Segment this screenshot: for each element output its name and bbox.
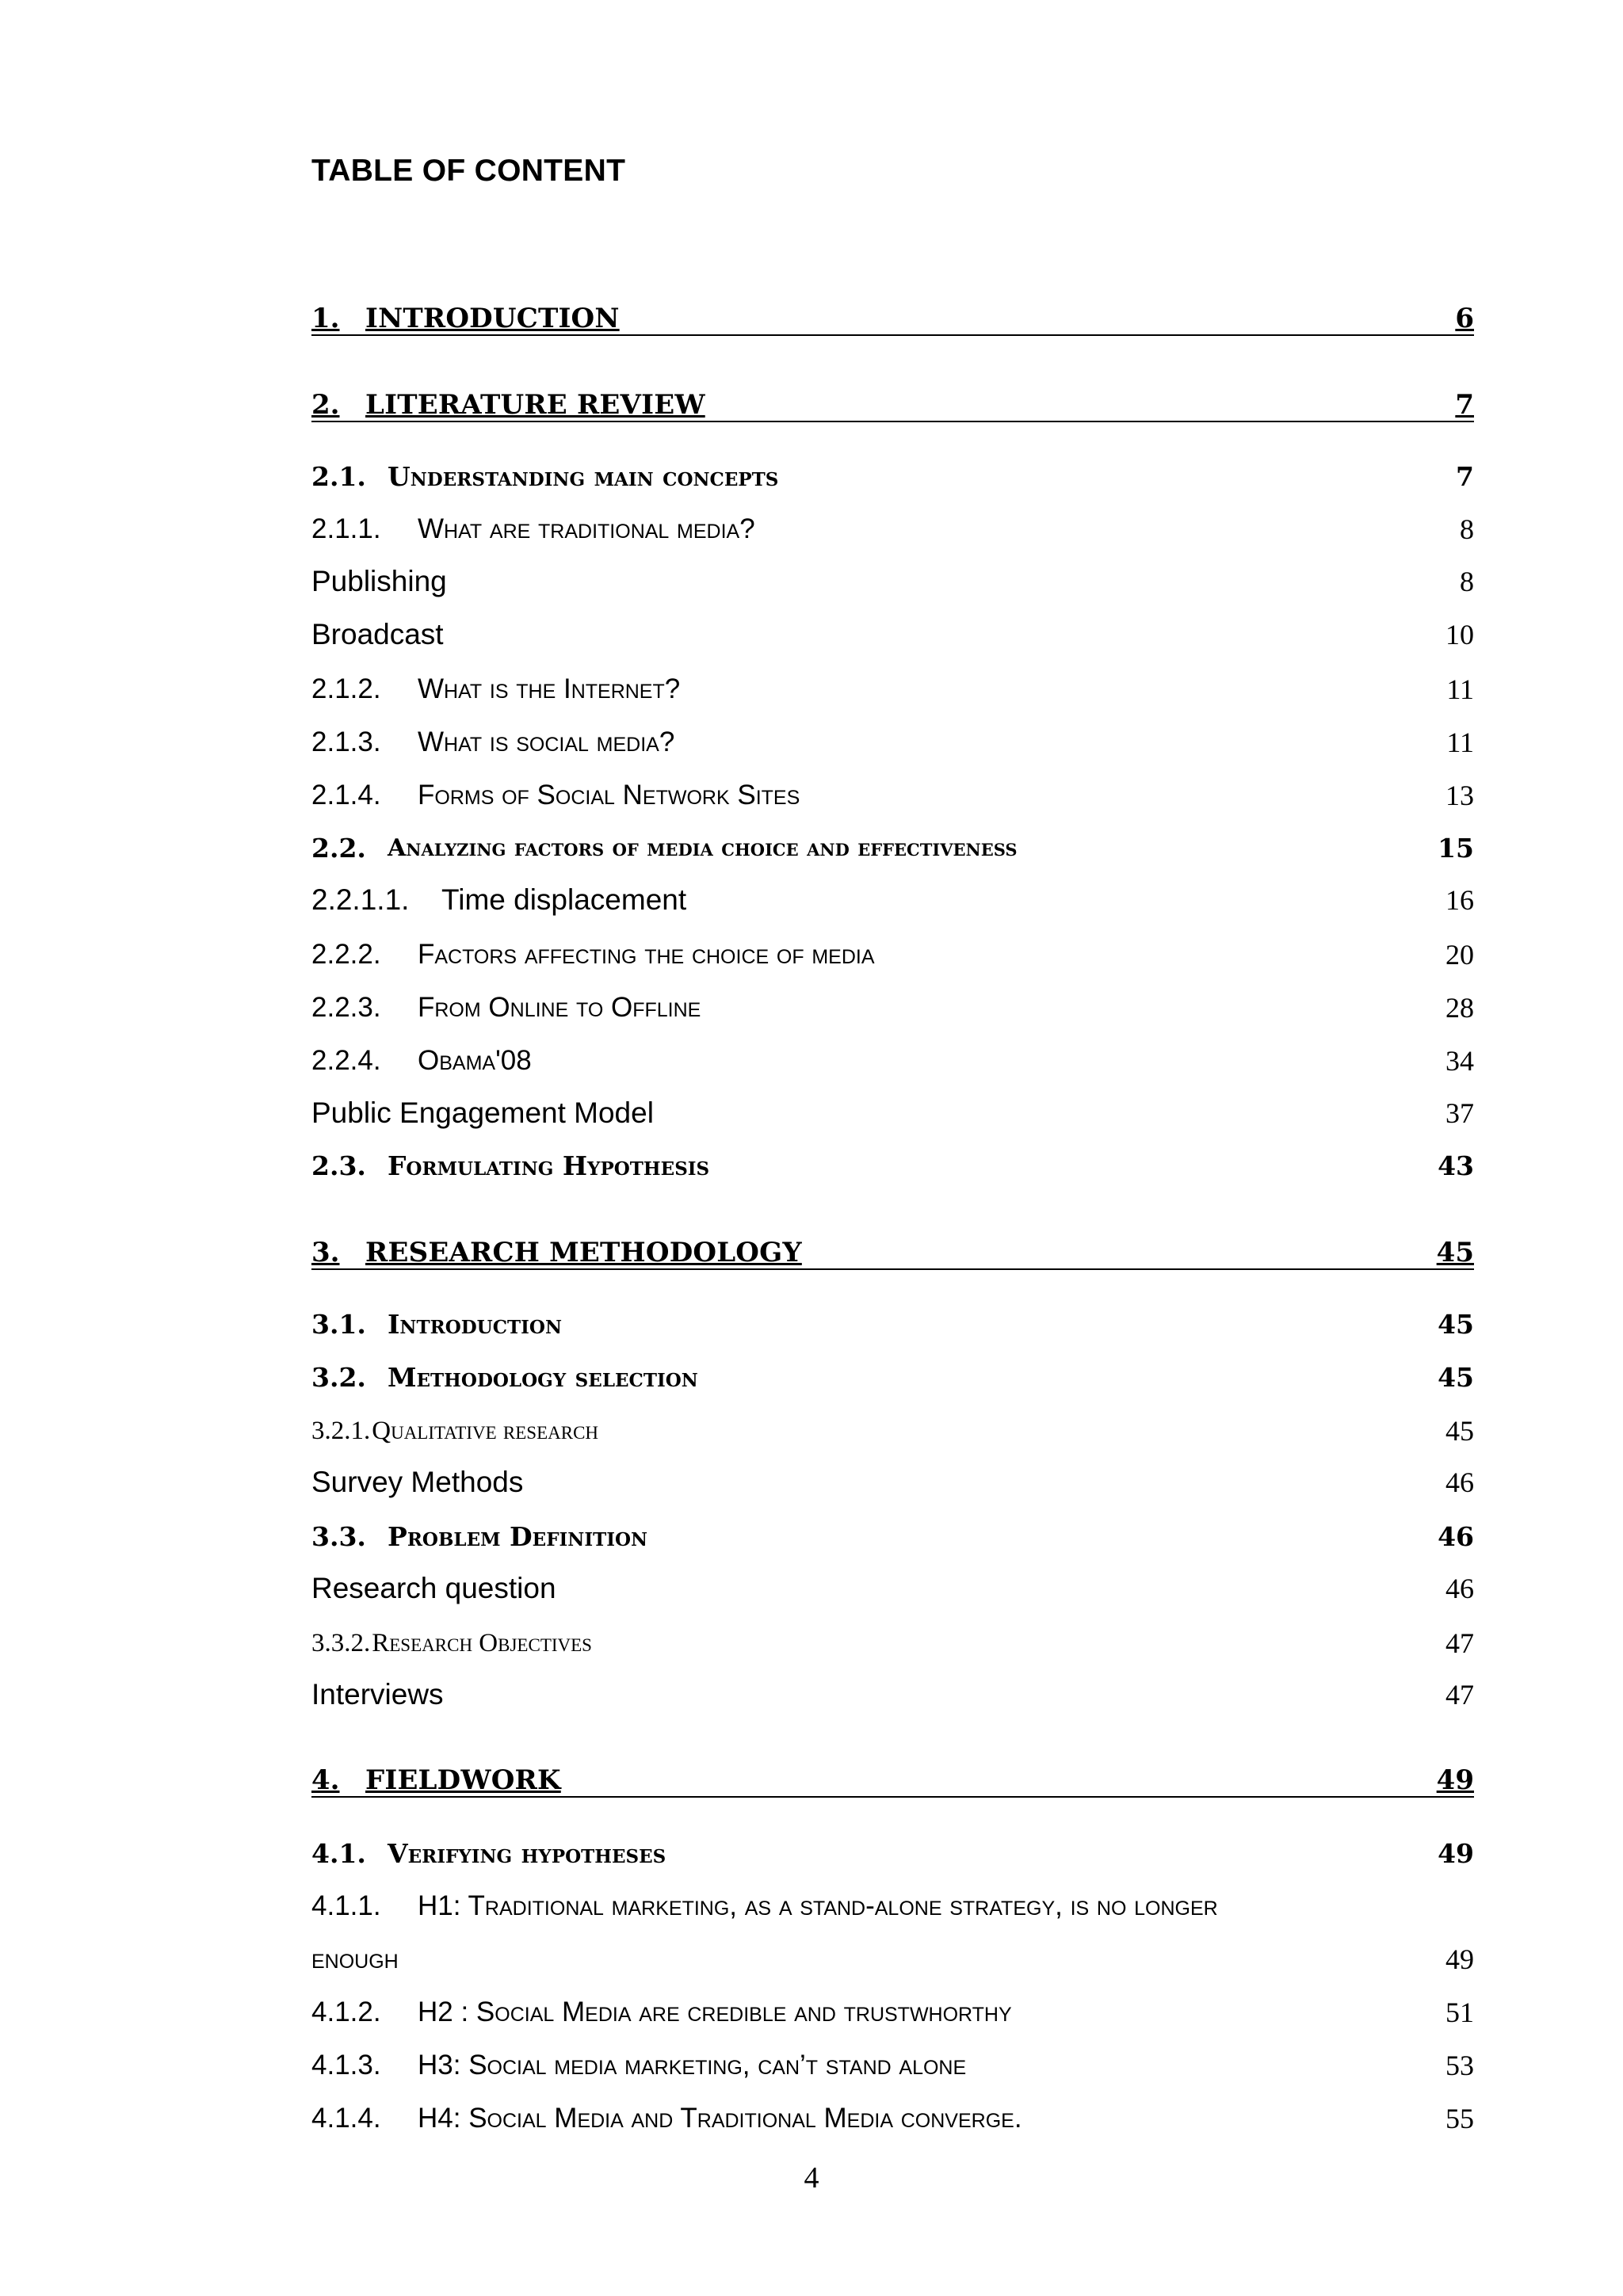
entry-title: FIELDWORK <box>365 1764 561 1796</box>
toc-entry-3-3-2[interactable] <box>311 1624 1474 1659</box>
toc-entry-2-1-3[interactable] <box>311 723 1474 758</box>
entry-title: H1: Traditional marketing, as a stand-alone strategy, is no longer <box>418 1890 1218 1921</box>
entry-number: 3.2.1. <box>311 1417 371 1445</box>
toc-entry-interviews[interactable] <box>311 1675 1474 1711</box>
entry-title: Interviews <box>311 1678 444 1711</box>
entry-page: 46 <box>1445 1573 1474 1604</box>
entry-number: 2.2.4. <box>311 1045 381 1076</box>
entry-title: Problem Definition <box>388 1521 648 1552</box>
toc-entry-2-1-1[interactable] <box>311 510 1474 545</box>
entry-title: enough <box>311 1943 399 1974</box>
entry-page: 7 <box>1456 461 1474 492</box>
entry-number: 2.2.1.1. <box>311 883 410 916</box>
table-of-contents <box>311 0 1474 2296</box>
toc-entry-3-2-1[interactable] <box>311 1412 1474 1447</box>
entry-title: Time displacement <box>441 883 687 916</box>
entry-title: What is social media? <box>418 727 675 757</box>
entry-title: H2 : Social Media are credible and trustwhorthy <box>418 1997 1012 2027</box>
entry-page: 28 <box>1445 992 1474 1024</box>
toc-entry-3-3[interactable] <box>311 1518 1474 1553</box>
entry-number: 3. <box>311 1237 340 1268</box>
entry-number: 2. <box>311 389 340 421</box>
entry-title: Verifying hypotheses <box>388 1838 666 1869</box>
toc-entry-4-1-1-continued[interactable] <box>311 1940 1474 1975</box>
toc-entry-2-1-4[interactable] <box>311 776 1474 811</box>
entry-title: Research question <box>311 1572 556 1604</box>
entry-title: From Online to Offline <box>418 992 701 1023</box>
toc-entry-4-1-4[interactable] <box>311 2100 1474 2134</box>
entry-title: Introduction <box>388 1309 562 1340</box>
entry-number: 2.2.2. <box>311 939 381 970</box>
toc-entry-publishing[interactable] <box>311 562 1474 598</box>
entry-page: 47 <box>1445 1679 1474 1711</box>
entry-page: 11 <box>1446 727 1474 758</box>
entry-title: Obama'08 <box>418 1045 532 1076</box>
entry-number: 2.1.1. <box>311 513 381 544</box>
entry-title: Analyzing factors of media choice and effectiveness <box>388 834 1018 862</box>
toc-entry-chapter-4[interactable] <box>311 1761 1474 1798</box>
entry-title: H4: Social Media and Traditional Media converge. <box>418 2103 1022 2134</box>
entry-page: 49 <box>1438 1838 1474 1869</box>
toc-entry-4-1-2[interactable] <box>311 1993 1474 2028</box>
entry-number: 4.1. <box>311 1838 366 1869</box>
toc-entry-4-1-3[interactable] <box>311 2046 1474 2081</box>
toc-entry-2-2-4[interactable] <box>311 1042 1474 1077</box>
entry-title: Qualitative research <box>372 1417 599 1445</box>
entry-number: 2.2. <box>311 833 366 864</box>
entry-title: Research Objectives <box>372 1629 592 1657</box>
entry-number: 2.1. <box>311 461 366 492</box>
entry-number: 2.1.2. <box>311 673 381 704</box>
entry-page: 51 <box>1445 1997 1474 2028</box>
entry-title: LITERATURE REVIEW <box>365 389 705 421</box>
entry-page: 37 <box>1445 1097 1474 1129</box>
entry-number: 3.3.2. <box>311 1629 371 1657</box>
entry-title: Forms of Social Network Sites <box>418 780 800 810</box>
entry-page: 47 <box>1445 1627 1474 1659</box>
page-number: 4 <box>804 2161 819 2195</box>
entry-number: 1. <box>311 303 340 334</box>
entry-number: 2.1.4. <box>311 780 381 810</box>
entry-title: Broadcast <box>311 618 444 650</box>
entry-title: Understanding main concepts <box>388 461 779 492</box>
toc-entry-3-1[interactable] <box>311 1306 1474 1341</box>
entry-page: 55 <box>1445 2103 1474 2134</box>
entry-page: 11 <box>1446 673 1474 705</box>
toc-entry-2-1[interactable] <box>311 458 1474 493</box>
entry-title: H3: Social media marketing, can’t stand alone <box>418 2050 967 2081</box>
entry-page: 43 <box>1438 1150 1474 1181</box>
toc-entry-research-question[interactable] <box>311 1569 1474 1605</box>
toc-entry-2-2-1-1[interactable] <box>311 880 1474 917</box>
entry-number: 4.1.2. <box>311 1997 381 2027</box>
entry-page: 46 <box>1445 1466 1474 1498</box>
entry-page: 45 <box>1438 1362 1474 1393</box>
entry-page: 20 <box>1445 939 1474 971</box>
entry-number: 4.1.4. <box>311 2103 381 2134</box>
entry-page: 15 <box>1438 833 1474 864</box>
entry-page: 34 <box>1445 1045 1474 1077</box>
toc-entry-public-engagement-model[interactable] <box>311 1093 1474 1130</box>
entry-page: 49 <box>1445 1943 1474 1975</box>
toc-entry-2-2-3[interactable] <box>311 989 1474 1024</box>
toc-entry-survey-methods[interactable] <box>311 1463 1474 1499</box>
entry-title: Publishing <box>311 565 447 597</box>
entry-page: 53 <box>1445 2050 1474 2081</box>
toc-entry-4-1-1[interactable] <box>311 1887 1474 1922</box>
entry-number: 2.2.3. <box>311 992 381 1023</box>
entry-title: Methodology selection <box>388 1362 698 1393</box>
entry-number: 3.3. <box>311 1521 366 1552</box>
entry-title: Formulating Hypothesis <box>388 1150 710 1181</box>
entry-title: What are traditional media? <box>418 513 755 544</box>
entry-number: 2.1.3. <box>311 727 381 757</box>
entry-page: 45 <box>1438 1309 1474 1340</box>
entry-title: Factors affecting the choice of media <box>418 939 875 970</box>
entry-number: 2.3. <box>311 1150 366 1181</box>
entry-page: 45 <box>1445 1415 1474 1447</box>
entry-title: RESEARCH METHODOLOGY <box>365 1237 802 1268</box>
entry-number: 3.1. <box>311 1309 366 1340</box>
entry-number: 4.1.1. <box>311 1890 381 1921</box>
toc-entry-2-1-2[interactable] <box>311 670 1474 705</box>
entry-page: 8 <box>1460 513 1474 545</box>
toc-entry-chapter-2[interactable] <box>311 386 1474 422</box>
entry-title: Survey Methods <box>311 1466 524 1498</box>
entry-title: Public Engagement Model <box>311 1097 654 1129</box>
toc-entry-4-1[interactable] <box>311 1835 1474 1870</box>
toc-entry-2-2[interactable] <box>311 830 1474 864</box>
entry-title: What is the Internet? <box>418 673 681 704</box>
entry-page: 7 <box>1455 389 1474 421</box>
entry-page: 45 <box>1436 1237 1474 1268</box>
toc-entry-2-3[interactable] <box>311 1147 1474 1182</box>
toc-entry-3-2[interactable] <box>311 1359 1474 1394</box>
entry-number: 4. <box>311 1764 340 1796</box>
entry-page: 49 <box>1436 1764 1474 1796</box>
entry-page: 16 <box>1445 884 1474 916</box>
entry-page: 10 <box>1445 619 1474 650</box>
toc-entry-chapter-3[interactable] <box>311 1234 1474 1270</box>
entry-page: 6 <box>1455 303 1474 334</box>
entry-page: 46 <box>1438 1521 1474 1552</box>
toc-entry-chapter-1[interactable] <box>311 299 1474 336</box>
entry-number: 4.1.3. <box>311 2050 381 2081</box>
toc-entry-broadcast[interactable] <box>311 615 1474 651</box>
entry-number: 3.2. <box>311 1362 366 1393</box>
toc-title: TABLE OF CONTENT <box>311 154 626 188</box>
entry-page: 8 <box>1460 566 1474 597</box>
toc-entry-2-2-2[interactable] <box>311 936 1474 971</box>
entry-title: INTRODUCTION <box>365 303 620 334</box>
entry-page: 13 <box>1445 780 1474 811</box>
